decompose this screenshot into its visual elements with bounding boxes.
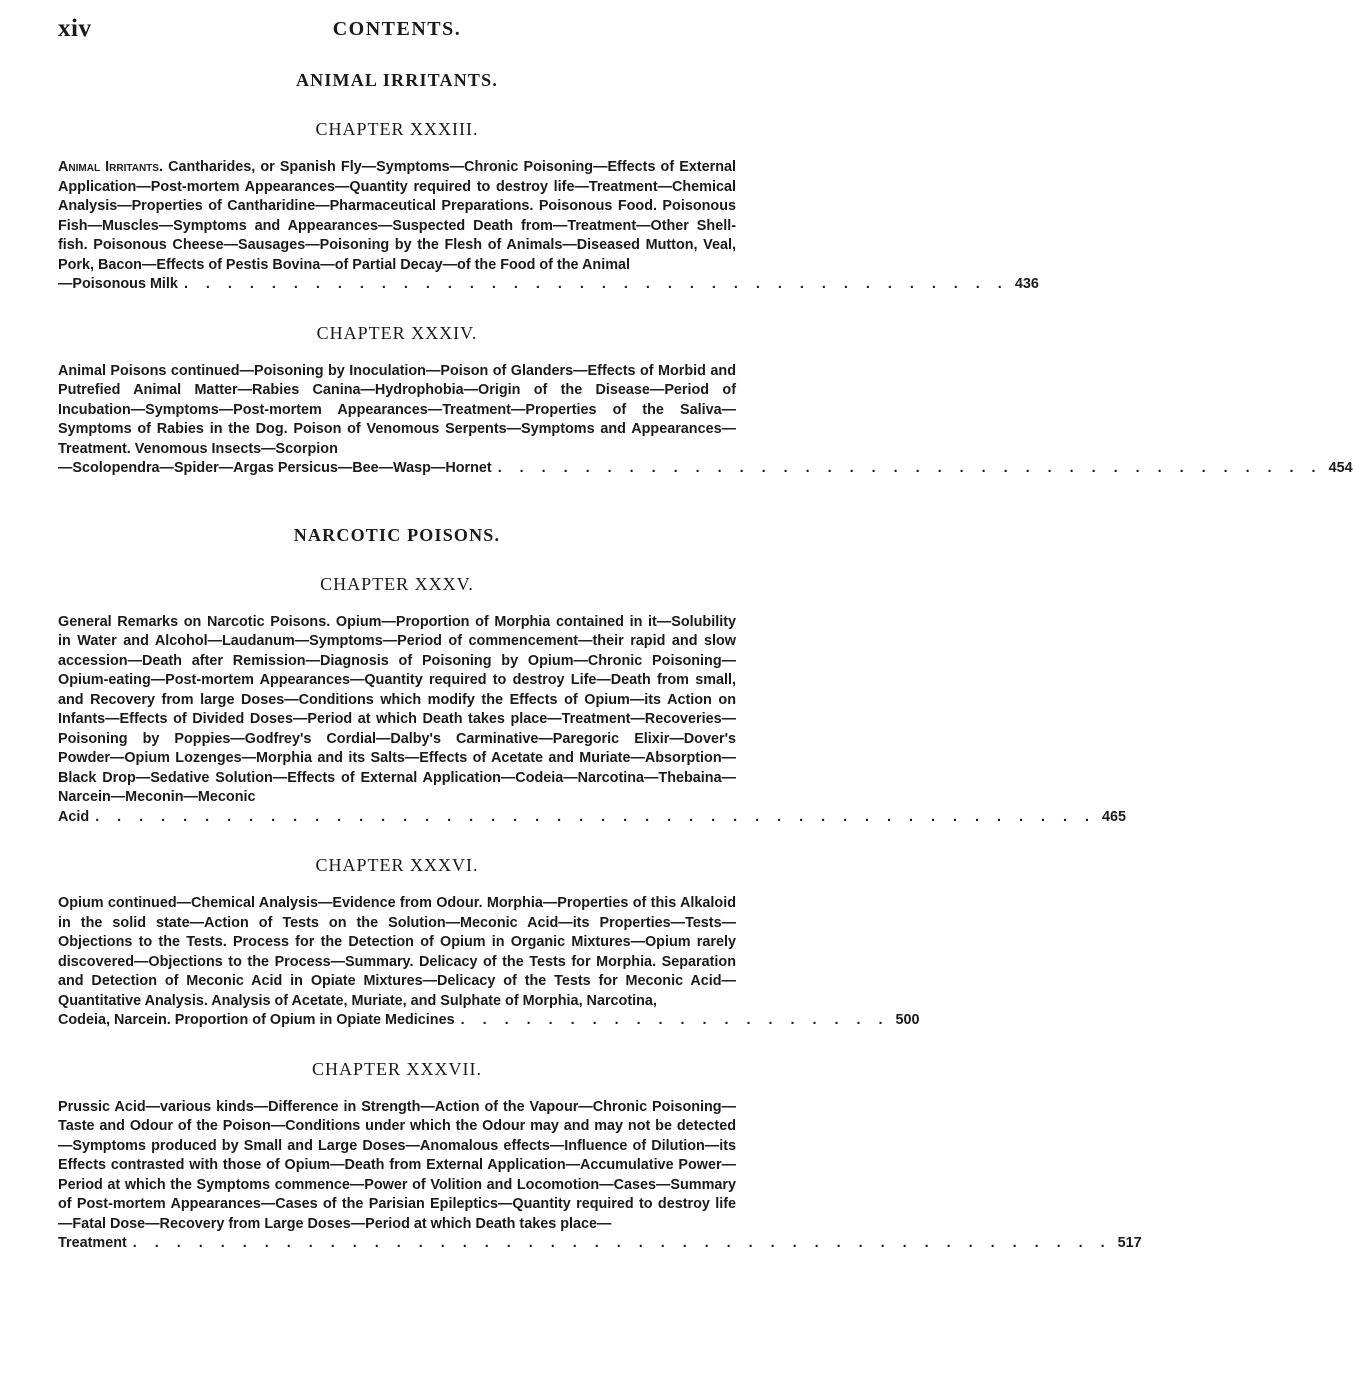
- dot-leader: . . . . . . . . . . . . . . . . . . . . . . . . . . . . . . . . . . . . . . . . . . . . .: [132, 1235, 1112, 1251]
- chapter-heading-xxxiv: CHAPTER XXXIV.: [316, 322, 478, 343]
- dot-leader: . . . . . . . . . . . . . . . . . . . . . . . . . . . . . . . . . . . . . . . . . . . . . .: [95, 808, 1097, 825]
- chapter-entry-xxxvii: [58, 1098, 1142, 1254]
- chapter-summary: [58, 362, 736, 460]
- chapter-summary-last-line: Codeia, Narcein. Proportion of Opium in Opiate Medicines: [58, 1012, 455, 1028]
- chapter-summary: [58, 1098, 736, 1235]
- chapter-page-number: 454: [1328, 460, 1353, 476]
- chapter-summary-text: Opium continued—Chemical Analysis—Evidence from Odour. Morphia—Properties of this Alkaloid in the solid state—Action of Tests on the Solution—Meconic Acid—its Properties—Tests—Objections to the Tests. Process for the Detection of Opium in Organic Mixtures—Opium rarely discovered—Objections to the Process—Summary. Delicacy of the Tests for Morphia. Separation and Detection of Meconic Acid in Opiate Mixtures—Delicacy of the Tests for Meconic Acid—Quantitative Analysis. Analysis of Acetate, Muriate, and Sulphate of Morphia, Narcotina,: [58, 895, 736, 1009]
- chapter-summary-last-line: Acid: [58, 808, 90, 825]
- dot-leader: . . . . . . . . . . . . . . . . . . . . . . . . . . . . . . . . . . . . . .: [183, 276, 1009, 292]
- dot-leader: . . . . . . . . . . . . . . . . . . . . . . . . . . . . . . . . . . . . . .: [497, 460, 1323, 476]
- chapter-leader-line: [58, 275, 1039, 295]
- chapter-heading-xxxiii: CHAPTER XXXIII.: [315, 119, 479, 139]
- page-number: xiv: [58, 15, 92, 42]
- chapter-page-number: 436: [1014, 276, 1039, 292]
- chapter-summary-text: General Remarks on Narcotic Poisons. Opium—Proportion of Morphia contained in it—Solubility in Water and Alcohol—Laudanum—Symptoms—Period of commencement—their rapid and slow accession—Death after Remission—Diagnosis of Poisoning by Opium—Chronic Poisoning—Opium-eating—Post-mortem Appearances—Quantity required to destroy Life—Death from small, and Recovery from large Doses—Conditions which modify the Effects of Opium—its Action on Infants—Effects of Divided Doses—Period at which Death takes place—Treatment—Recoveries—Poisoning by Poppies—Godfrey's Cordial—Dalby's Carminative—Paregoric Elixir—Dover's Powder—Opium Lozenges—Morphia and its Salts—Effects of Acetate and Muriate—Absorption—Black Drop—Sedative Solution—Effects of External Application—Codeia—Narcotina—Thebaina—Narcein—Meconin—Meconic: [58, 613, 736, 805]
- chapter-leader-line: [58, 1011, 920, 1031]
- chapter-summary: [58, 613, 736, 808]
- section-title-narcotic-poisons: NARCOTIC POISONS.: [293, 524, 501, 545]
- chapter-page-number: 500: [895, 1012, 920, 1028]
- chapter-summary-last-line: —Poisonous Milk: [58, 276, 178, 292]
- chapter-entry-xxxvi: [58, 894, 920, 1031]
- chapter-summary: [58, 894, 736, 1011]
- section-spacer: [58, 479, 736, 513]
- chapter-heading-xxxvii: CHAPTER XXXVII.: [312, 1058, 482, 1079]
- chapter-entry-xxxiii: [58, 158, 1039, 295]
- chapter-heading-xxxv: CHAPTER XXXV.: [320, 573, 474, 594]
- chapter-lead: Animal Irritants.: [58, 159, 163, 175]
- chapter-entry-xxxiv: [58, 362, 1353, 479]
- chapter-entry-xxxv: [58, 613, 1127, 828]
- chapter-leader-line: [58, 1234, 1142, 1254]
- chapter-summary-last-line: Treatment: [58, 1235, 127, 1251]
- chapter-heading-xxxvi: CHAPTER XXXVI.: [315, 855, 479, 875]
- chapter-leader-line: [58, 459, 1353, 479]
- chapter-summary: [58, 158, 736, 275]
- running-head: [58, 0, 736, 58]
- running-title: CONTENTS.: [332, 18, 462, 40]
- chapter-summary-last-line: —Scolopendra—Spider—Argas Persicus—Bee—Wasp—Hornet: [58, 460, 492, 476]
- chapter-leader-line: [58, 808, 1127, 828]
- chapter-page-number: 465: [1102, 808, 1127, 825]
- chapter-page-number: 517: [1117, 1235, 1142, 1251]
- chapter-summary-text: Cantharides, or Spanish Fly—Symptoms—Chronic Poisoning—Effects of External Application—Post-mortem Appearances—Quantity required to destroy life—Treatment—Chemical Analysis—Properties of Cantharidine—Pharmaceutical Preparations. Poisonous Food. Poisonous Fish—Muscles—Symptoms and Appearances—Suspected Death from—Treatment—Other Shell-fish. Poisonous Cheese—Sausages—Poisoning by the Flesh of Animals—Diseased Mutton, Veal, Pork, Bacon—Effects of Pestis Bovina—of Partial Decay—of the Food of the Animal: [58, 159, 737, 273]
- chapter-summary-text: Prussic Acid—various kinds—Difference in Strength—Action of the Vapour—Chronic Poisoning—Taste and Odour of the Poison—Conditions under which the Odour may and may not be detected—Symptoms produced by Small and Large Doses—Anomalous effects—Influence of Dilution—its Effects contrasted with those of Opium—Death from External Application—Accumulative Power—Period at which the Symptoms commence—Power of Volition and Locomotion—Cases—Summary of Post-mortem Appearances—Cases of the Parisian Epileptics—Quantity required to destroy life—Fatal Dose—Recovery from Large Doses—Period at which Death takes place—: [58, 1098, 736, 1232]
- dot-leader: . . . . . . . . . . . . . . . . . . . .: [460, 1012, 890, 1028]
- section-title-animal-irritants: ANIMAL IRRITANTS.: [295, 70, 499, 90]
- chapter-summary-text: Animal Poisons continued—Poisoning by Inoculation—Poison of Glanders—Effects of Morbid and Putrefied Animal Matter—Rabies Canina—Hydrophobia—Origin of the Disease—Period of Incubation—Symptoms—Post-mortem Appearances—Treatment—Properties of the Saliva—Symptoms of Rabies in the Dog. Poison of Venomous Serpents—Symptoms and Appearances—Treatment. Venomous Insects—Scorpion: [58, 362, 736, 457]
